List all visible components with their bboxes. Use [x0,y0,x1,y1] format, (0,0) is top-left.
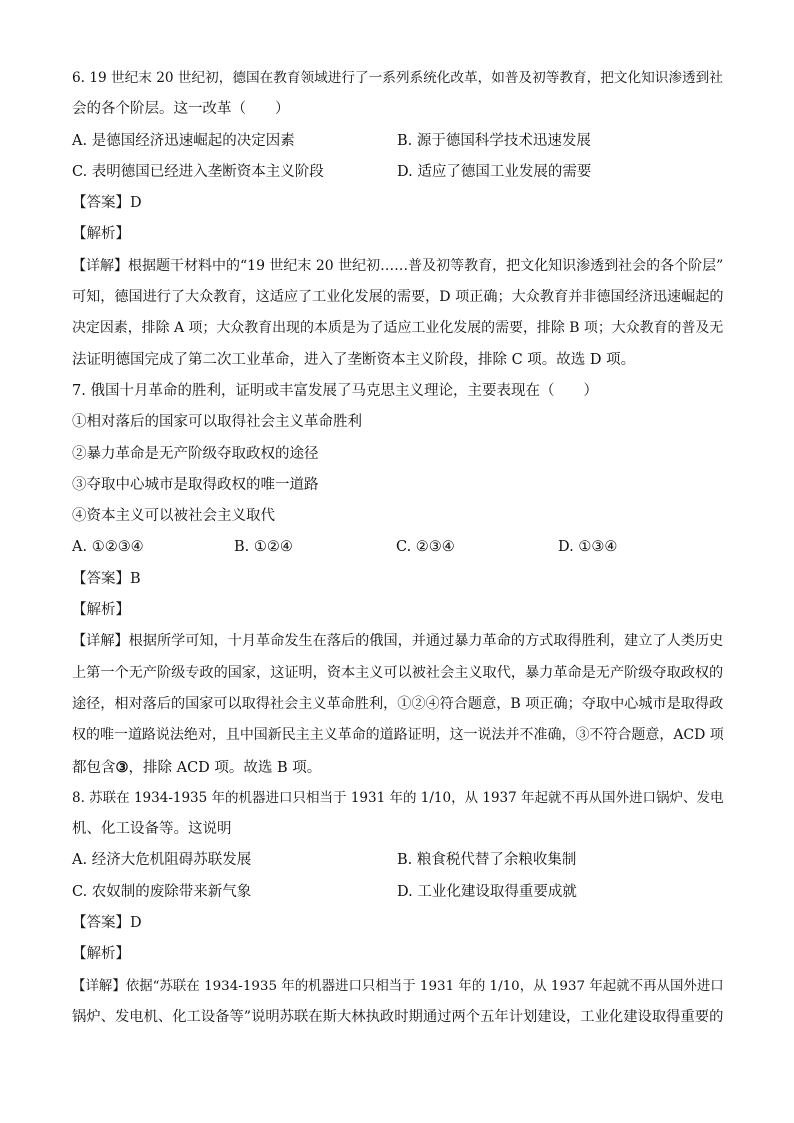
question-6-stem-line-1: 6. 19 世纪末 20 世纪初，德国在教育领域进行了一系列系统化改革，如普及初等教育，把文化知识渗透到社 [72,70,723,86]
question-7-option-b: B. ①②④ [234,539,293,556]
question-6-option-b: B. 源于德国科学技术迅速发展 [397,132,591,149]
question-7-statement-2: ②暴力革命是无产阶级夺取政权的途径 [72,445,319,462]
circled-three: ③ [115,758,129,776]
question-6-analysis-title: 【解析】 [72,226,130,243]
question-6-answer: 【答案】D [72,195,142,212]
question-6 [72,63,724,376]
question-7-statement-4: ④资本主义可以被社会主义取代 [72,508,275,525]
question-7-detail-line-5-start: 都包含 [72,759,116,776]
question-8-option-c: C. 农奴制的废除带来新气象 [72,883,252,900]
question-8-stem-line-2: 机、化工设备等。这说明 [72,821,232,838]
question-8-option-d: D. 工业化建设取得重要成就 [397,883,577,900]
question-8-answer: 【答案】D [72,915,142,932]
question-7-statement-1: ①相对落后的国家可以取得社会主义革命胜利 [72,414,362,431]
question-7-detail-line-4: 权的唯一道路说法绝对，且中国新民主主义革命的道路证明，这一说法并不准确，③不符合题意，ACD 项 [72,727,724,744]
exam-page [72,63,724,1033]
question-6-stem-line-2: 会的各个阶层。这一改革（ ） [72,101,290,118]
question-7-detail-line-3: 途径，相对落后的国家可以取得社会主义革命胜利，①②④符合题意，B 项正确；夺取中心城市是取得政 [72,695,724,712]
question-6-options-row-1 [72,126,724,157]
question-6-detail-line-2: 可知，德国进行了大众教育，这适应了工业化发展的需要，D 项正确；大众教育并非德国经济迅速崛起的 [72,289,724,306]
question-7-options-row [72,532,724,563]
question-8 [72,783,724,1033]
question-7-analysis-title: 【解析】 [72,602,130,619]
question-7-stem-line-1: 7. 俄国十月革命的胜利，证明或丰富发展了马克思主义理论，主要表现在（ ） [72,382,598,399]
question-8-options-row-1 [72,845,724,876]
question-6-detail-line-3: 决定因素，排除 A 项；大众教育出现的本质是为了适应工业化发展的需要，排除 B 项；大众教育的普及无 [72,320,724,337]
question-6-detail-line-1: 【详解】根据题干材料中的“19 世纪末 20 世纪初……普及初等教育，把文化知识渗透到社会的各个阶层” [72,257,724,274]
question-7-detail-line-1: 【详解】根据所学可知，十月革命发生在落后的俄国，并通过暴力革命的方式取得胜利，建立了人类历史 [72,633,724,650]
question-8-option-a: A. 经济大危机阻碍苏联发展 [72,852,252,869]
question-7-option-a: A. ①②③④ [72,539,144,556]
question-7-detail-line-5 [72,752,724,783]
question-6-detail-line-4: 法证明德国完成了第二次工业革命，进入了垄断资本主义阶段，排除 C 项。故选 D 项。 [72,351,636,368]
question-6-option-a: A. 是德国经济迅速崛起的决定因素 [72,132,295,149]
question-8-options-row-2 [72,877,724,908]
question-6-option-d: D. 适应了德国工业发展的需要 [397,163,592,180]
question-7-detail-line-2: 上第一个无产阶级专政的国家，这证明，资本主义可以被社会主义取代，暴力革命是无产阶级夺取政权的 [72,664,724,681]
question-7-answer: 【答案】B [72,570,141,587]
question-8-detail-line-2: 锅炉、发电机、化工设备等”说明苏联在斯大林执政时期通过两个五年计划建设，工业化建设取得重要的 [72,1008,724,1025]
question-7-option-c: C. ②③④ [396,539,455,556]
question-7-option-d: D. ①③④ [558,539,618,556]
question-8-detail-line-1: 【详解】依据“苏联在 1934-1935 年的机器进口只相当于 1931 年的 1/10，从 1937 年起就不再从国外进口 [72,978,724,994]
question-8-stem-line-1: 8. 苏联在 1934-1935 年的机器进口只相当于 1931 年的 1/10，从 1937 年起就不再从国外进口锅炉、发电 [72,789,724,806]
question-8-option-b: B. 粮食税代替了余粮收集制 [397,852,577,869]
question-7-detail-line-5-end: ，排除 ACD 项。故选 B 项。 [128,759,322,776]
question-7 [72,376,724,783]
question-6-options-row-2 [72,157,724,188]
question-6-option-c: C. 表明德国已经进入垄断资本主义阶段 [72,163,324,180]
question-8-analysis-title: 【解析】 [72,946,130,963]
question-7-statement-3: ③夺取中心城市是取得政权的唯一道路 [72,476,319,493]
